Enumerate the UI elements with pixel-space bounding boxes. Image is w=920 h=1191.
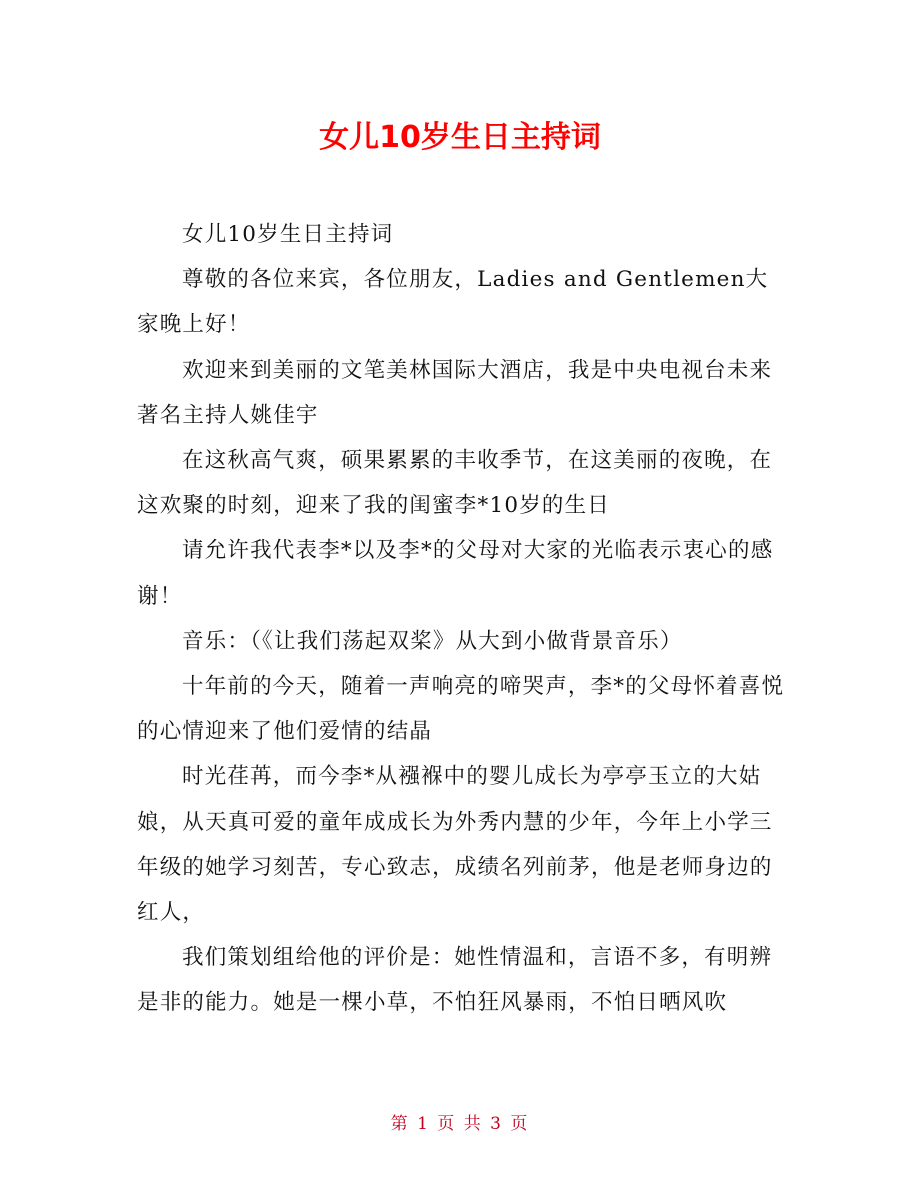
- paragraph-growth: 时光荏苒，而今李*从襁褓中的婴儿成长为亭亭玉立的大姑娘，从天真可爱的童年成成长为外秀内慧的少年，今年上小学三年级的她学习刻苦，专心致志，成绩名列前茅，他是老师身边的红人，: [137, 764, 773, 926]
- paragraph-thanks: 请允许我代表李*以及李*的父母对大家的光临表示衷心的感谢！: [137, 538, 774, 609]
- paragraph-music: 音乐：（《让我们荡起双桨》从大到小做背景音乐）: [182, 628, 683, 654]
- document-title: 女儿10岁生日主持词: [319, 120, 601, 155]
- document-body: [137, 212, 785, 1026]
- page-number-footer: 第 1 页 共 3 页: [390, 1114, 530, 1134]
- paragraph-ten-years-ago: 十年前的今天，随着一声响亮的啼哭声，李*的父母怀着喜悦的心情迎来了他们爱情的结晶: [137, 674, 785, 745]
- paragraph-evaluation: 我们策划组给他的评价是：她性情温和，言语不多，有明辨是非的能力。她是一棵小草，不怕狂风暴雨，不怕日晒风吹: [137, 945, 773, 1016]
- paragraph-welcome: 欢迎来到美丽的文笔美林国际大酒店，我是中央电视台未来著名主持人姚佳宇: [137, 357, 773, 428]
- paragraph-greeting: 尊敬的各位来宾，各位朋友，Ladies and Gentlemen大家晚上好！: [137, 267, 769, 338]
- paragraph-heading: 女儿10岁生日主持词: [182, 222, 394, 247]
- paragraph-season: 在这秋高气爽，硕果累累的丰收季节，在这美丽的夜晚，在这欢聚的时刻，迎来了我的闺蜜李*10岁的生日: [137, 448, 773, 519]
